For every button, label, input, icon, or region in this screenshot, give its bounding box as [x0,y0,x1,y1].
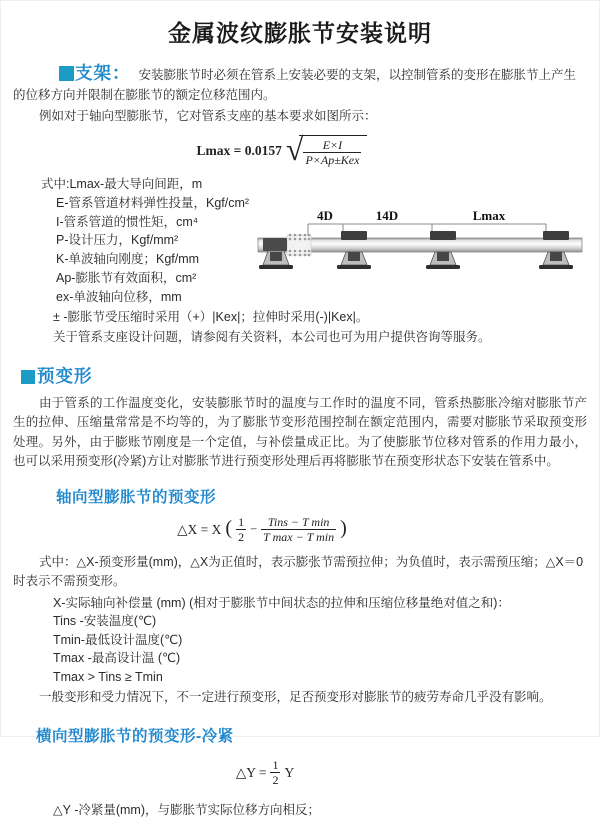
kex-sign-note: ± -膨胀节受压缩时采用（+）|Kex|；拉伸时采用(-)|Kex|。 [53,310,369,325]
formula-delta-y [0,758,552,788]
axial-definitions [13,553,587,708]
radical-expression [285,130,368,168]
axial-subheading: 轴向型膨胀节的预变形 [56,489,217,507]
variables-and-diagram-row [13,175,587,307]
one-half-fraction: $\frac{1}{2}$ [238,515,245,545]
formula-lmax-lhs: Lmax = 0.0157 [196,142,282,158]
variable-definition: ex-单波轴向位移，mm [56,289,182,304]
left-paren: ( [225,517,233,540]
dy-definition: △Y -冷紧量(mm)，与膨胀节实际位移方向相反； [53,802,321,817]
predeform-paragraph: 由于管系的工作温度变化，安装膨胀节时的温度与工作时的温度不同，管系热膨胀冷缩对膨胀节产生的拉伸、压缩量常常是不均等的，为了膨胀节变形范围控制在额定范围内，需要对膨胀节采取预变形处理。另外，由于膨账节刚度是一个定值，与补偿量成正比。为了使膨胀节位移对管系的作用力最小，也可以采用预变形(冷紧)方让对膨胀节进行预变形处理后再将膨胀节在预变形状态下安装在管系中。 [13,396,587,468]
formula-dy-lhs: △Y = [235,764,267,780]
support-example-text: 例如对于轴向型膨胀节，它对管系支座的基本要求如图所示： [39,109,377,123]
tins-definition: Tins -安装温度(℃) [53,614,157,629]
predeform-section-heading: 预变形 [21,363,587,388]
variable-definition: K-单波轴向刚度；Kgf/mm [56,252,200,267]
variable-definition: 式中:Lmax-最大导向间距，m [41,177,203,192]
temperature-fraction: $\frac{\text{Tins − T min}}{\text{T max − T min}}$ [263,515,335,545]
temperature-relation: Tmax > Tins ≥ Tmin [53,669,163,684]
variable-definition: I-管系管道的惯性矩，cm⁴ [56,214,199,229]
formula-lmax-fraction: $\frac{E\times I}{\text{P×Ap±Kex}}$ [305,137,360,167]
dx-definition: 式中：△X-预变形量(mm)，△X为正值时，表示膨张节需预拉伸；为负值时，表示需预压缩；△X＝0时表示不需预变形。 [13,554,584,589]
pipe-support-diagram [256,208,588,284]
variable-definition: P-设计压力，Kgf/mm² [56,233,179,248]
fatigue-note: 一般变形和受力情况下，不一定进行预变形，足否预变形对膨胀节的疲劳寿命几乎没有影响。 [39,690,552,705]
variable-definition: Ap-膨胀节有效面积，cm² [56,270,197,285]
tmax-definition: Tmax -最高设计温 (℃) [53,651,181,666]
section-square-icon [21,370,35,384]
formula-lmax [0,130,569,168]
formula-dy-rhs: Y [284,764,295,780]
formula-delta-x [0,515,549,545]
variable-definition: E-管系管道材料弹性投量，Kgf/cm² [56,195,250,210]
formula-dx-lhs: △X = X [177,521,222,537]
radical-sign: √ [285,130,304,167]
support-intro-text: 安装膨胀节时必须在管系上安装必要的支架，以控制管系的变形在膨胀节上产生的位移方向并限制在膨胀节的额定位移范围内。 [13,68,577,102]
page-title: 金属波纹膨胀节安装说明 [168,20,432,46]
support-section-heading: 支架： [75,63,131,83]
bellows-icon [287,234,311,257]
tmin-definition: Tmin-最低设计温度(℃) [53,632,183,647]
dim-label-lmax: Lmax [472,208,506,224]
support-intro-paragraph [13,64,587,105]
lateral-subheading: 横向型膨胀节的预变形-冷紧 [36,727,234,745]
section-square-icon [59,66,74,81]
minus-sign: − [250,522,258,537]
right-paren: ) [340,517,347,540]
dim-label-4d: 4D [317,208,333,224]
x-definition: X-实际轴向补偿量 (mm) (相对于膨胀节中间状态的拉伸和压缩位移量绝对值之和)： [53,595,510,610]
consulting-note: 关于管系支座设计问题，请参阅有关资料，本公司也可为用户提供咨询等服务。 [53,330,491,345]
one-half-fraction: $\frac{1}{2}$ [272,757,279,788]
dim-label-14d: 14D [375,208,399,224]
